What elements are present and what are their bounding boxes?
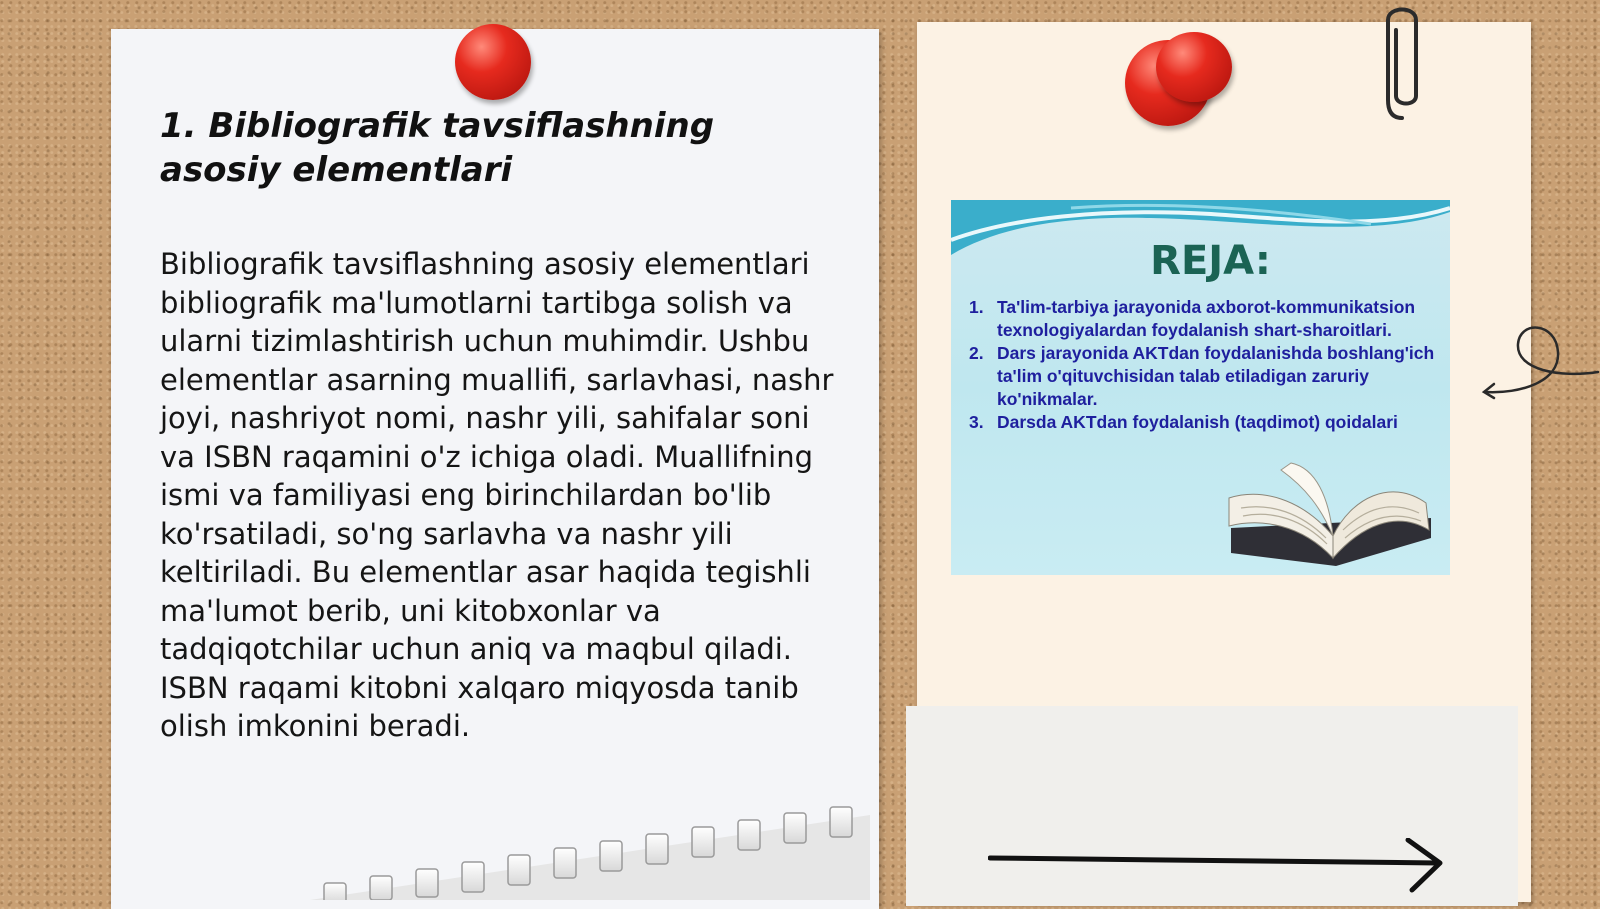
list-item-text: Ta'lim-tarbiya jarayonida axborot-kommunikatsion texnologiyalardan foydalanish shart-sharoitlari. [997,297,1416,340]
loop-arrow-doodle [1480,312,1600,407]
list-item-number: 1. [969,297,984,317]
list-item [969,342,1439,411]
red-pushpin-icon [1156,32,1232,102]
notebook-tabs-decoration [310,805,870,900]
list-item-number: 2. [969,343,984,363]
next-arrow-icon[interactable] [988,838,1448,898]
open-book-icon [1221,458,1441,568]
paperclip-icon [1380,0,1424,125]
section-body-text: Bibliografik tavsiflashning asosiy elementlari bibliografik ma'lumotlarni tartibga solish va ularni tizimlashtirish uchun muhimdir. Ushbu elementlar asarning muallifi, sarlavhasi, nashr joyi, nashriyot nomi, nashr yili, sahifalar soni va ISBN raqamini o'z ichiga oladi. Muallifning ismi va familiyasi eng birinchilardan bo'lib ko'rsatiladi, so'ng sarlavha va nashr yili keltiriladi. Bu elementlar asar haqida tegishli ma'lumot berib, uni kitobxonlar va tadqiqotchilar uchun aniq va maqbul qiladi. ISBN raqami kitobni xalqaro miqyosda tanib olish imkonini beradi. [160,247,834,743]
slide-heading: REJA: [1150,238,1271,284]
list-item [969,411,1439,434]
list-item-number: 3. [969,412,984,432]
plan-slide-image [951,200,1450,575]
plan-list [969,296,1439,434]
list-item-text: Darsda AKTdan foydalanish (taqdimot) qoidalari [997,412,1398,432]
list-item-text: Dars jarayonida AKTdan foydalanishda boshlang'ich ta'lim o'qituvchisidan talab etiladigan zaruriy ko'nikmalar. [997,343,1435,409]
section-title: 1. Bibliografik tavsiflashning asosiy elementlari [160,106,715,190]
list-item [969,296,1439,342]
red-pushpin-icon [455,24,531,100]
